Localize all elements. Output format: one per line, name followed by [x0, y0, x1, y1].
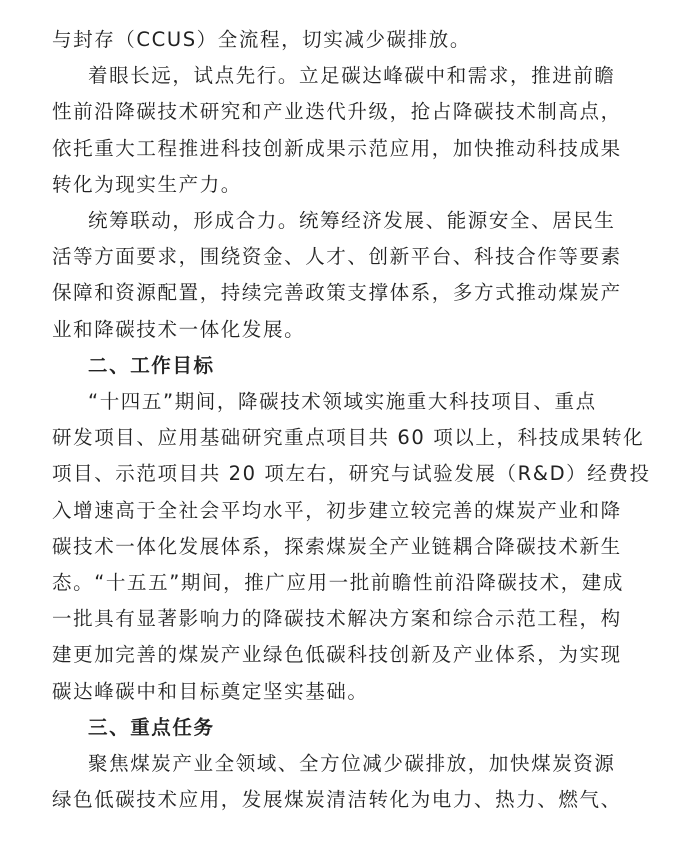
- paragraph-line: 统筹联动，形成合力。统筹经济发展、能源安全、居民生: [88, 209, 616, 233]
- paragraph-line: 保障和资源配置，持续完善政策支撑体系，多方式推动煤炭产: [52, 281, 622, 305]
- paragraph-line: 与封存（CCUS）全流程，切实减少碳排放。: [52, 28, 471, 51]
- paragraph-line: 转化为现实生产力。: [52, 172, 242, 196]
- paragraph-line: 活等方面要求，围绕资金、人才、创新平台、科技合作等要素: [52, 245, 622, 269]
- paragraph-line: 性前沿降碳技术研究和产业迭代升级，抢占降碳技术制高点，: [52, 100, 622, 124]
- paragraph-line: 碳达峰碳中和目标奠定坚实基础。: [52, 679, 369, 703]
- paragraph-line: 入增速高于全社会平均水平，初步建立较完善的煤炭产业和降: [52, 498, 622, 522]
- section-heading: 二、工作目标: [88, 353, 215, 377]
- paragraph-line: 研发项目、应用基础研究重点项目共 60 项以上，科技成果转化: [52, 426, 645, 450]
- paragraph-line: 一批具有显著影响力的降碳技术解决方案和综合示范工程，构: [52, 607, 622, 631]
- document-body: [52, 22, 651, 818]
- paragraph-line: 绿色低碳技术应用，发展煤炭清洁转化为电力、热力、燃气、: [52, 788, 622, 812]
- paragraph-line: 项目、示范项目共 20 项左右，研究与试验发展（R&D）经费投: [52, 462, 651, 486]
- paragraph-line: 着眼长远，试点先行。立足碳达峰碳中和需求，推进前瞻: [88, 64, 616, 88]
- paragraph-line: 态。“十五五”期间，推广应用一批前瞻性前沿降碳技术，建成: [52, 571, 625, 595]
- paragraph-line: 依托重大工程推进科技创新成果示范应用，加快推动科技成果: [52, 136, 622, 160]
- section-heading: 三、重点任务: [88, 715, 215, 739]
- paragraph-line: “十四五”期间，降碳技术领域实施重大科技项目、重点: [88, 390, 597, 414]
- paragraph-line: 聚焦煤炭产业全领域、全方位减少碳排放，加快煤炭资源: [88, 752, 616, 776]
- paragraph-line: 碳技术一体化发展体系，探索煤炭全产业链耦合降碳技术新生: [52, 534, 622, 558]
- paragraph-line: 建更加完善的煤炭产业绿色低碳科技创新及产业体系，为实现: [52, 643, 622, 667]
- paragraph-line: 业和降碳技术一体化发展。: [52, 317, 306, 341]
